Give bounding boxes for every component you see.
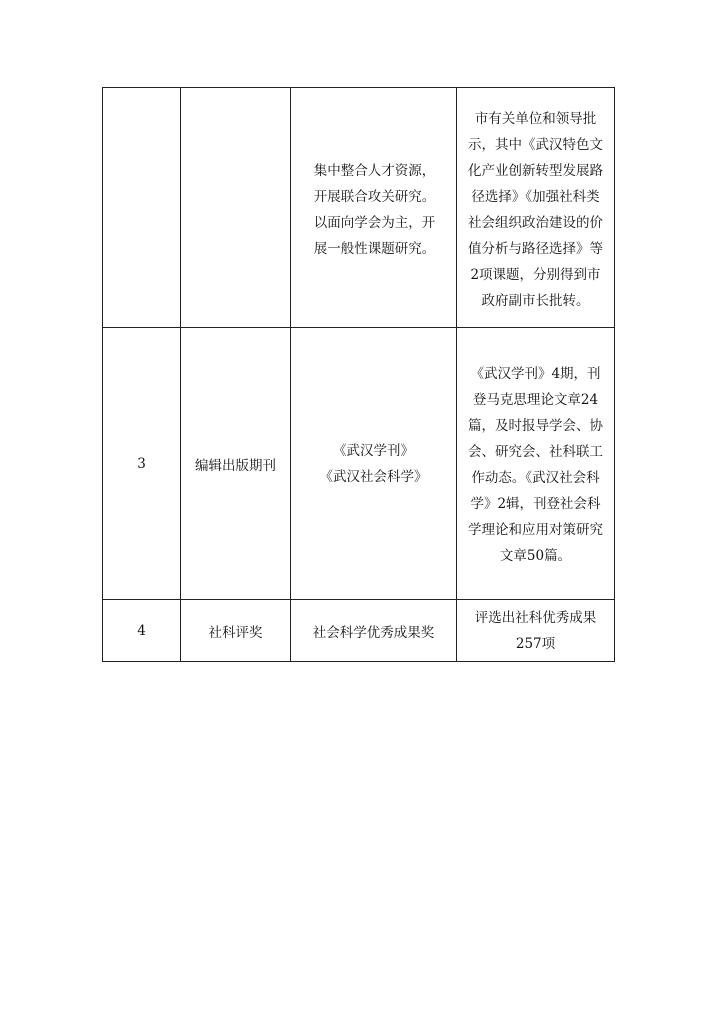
content-cell (291, 88, 457, 328)
content-cell: 社会科学优秀成果奖 (291, 600, 457, 662)
category-cell: 编辑出版期刊 (181, 328, 291, 600)
journal-title-2: 《武汉社会科学》 (319, 468, 428, 485)
row-number-cell: 3 (103, 328, 181, 600)
table-row (103, 88, 615, 328)
row-number-cell (103, 88, 181, 328)
report-table (102, 87, 615, 662)
result-cell (457, 328, 615, 600)
content-cell (291, 328, 457, 600)
result-text: 评选出社科优秀成果257项 (474, 609, 597, 652)
result-text: 《武汉学刊》4期，刊登马克思理论文章24篇，及时报导学会、协会、研究会、社科联工作动态。《武汉社会科学》2辑，刊登社会科学理论和应用对策研究文章50篇。 (468, 365, 603, 564)
table-row (103, 600, 615, 662)
category-cell: 社科评奖 (181, 600, 291, 662)
journal-title-1: 《武汉学刊》 (333, 442, 414, 459)
row-number-cell: 4 (103, 600, 181, 662)
result-text: 市有关单位和领导批示，其中《武汉特色文化产业创新转型发展路径选择》《加强社科类社会组织政治建设的价值分析与路径选择》等2项课题，分别得到市政府副市长批转。 (468, 111, 603, 309)
result-cell (457, 88, 615, 328)
table-row (103, 328, 615, 600)
category-cell (181, 88, 291, 328)
result-cell (457, 600, 615, 662)
content-text: 集中整合人才资源，开展联合攻关研究。以面向学会为主，开展一般性课题研究。 (313, 163, 436, 257)
